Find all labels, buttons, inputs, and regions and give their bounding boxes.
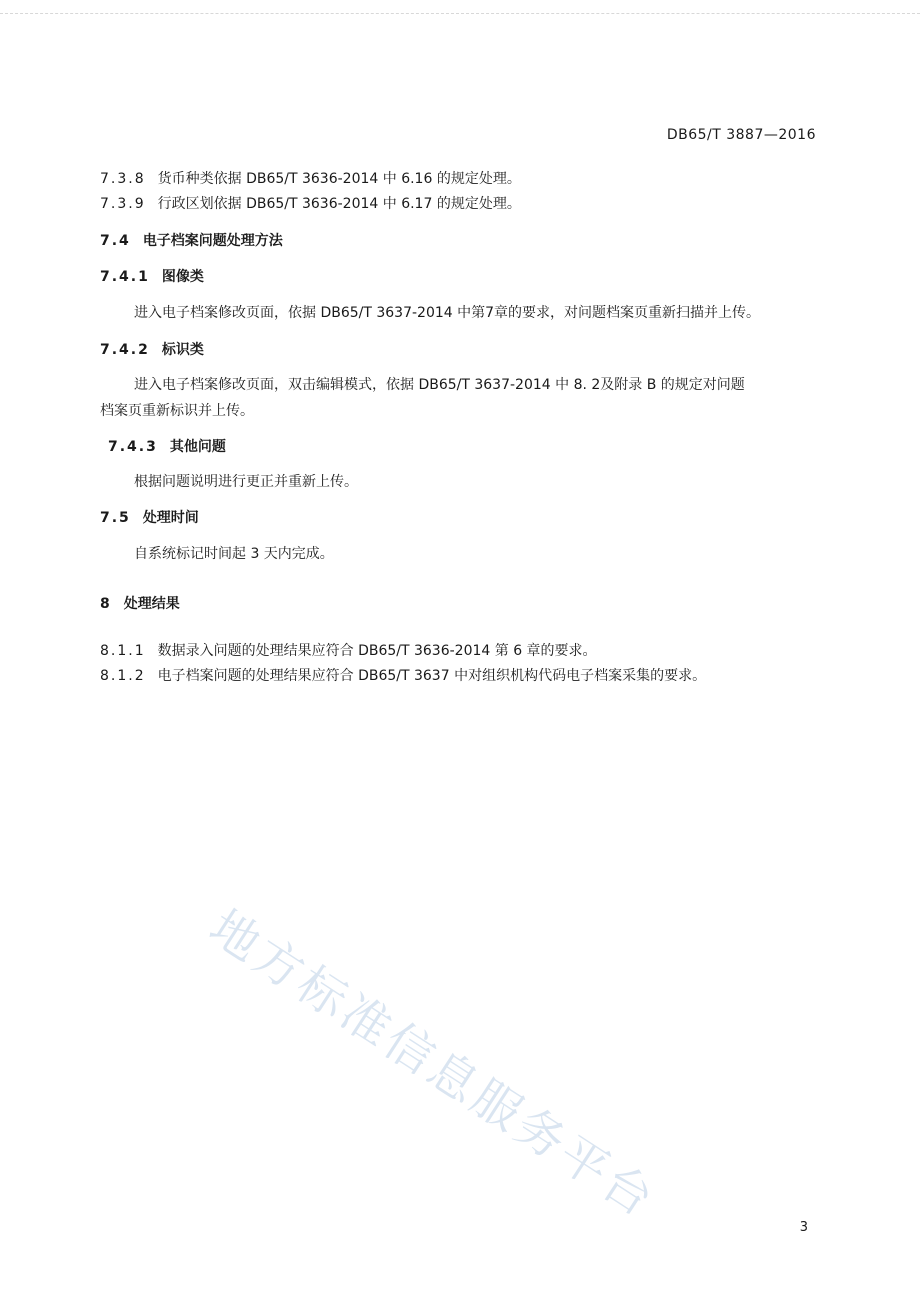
section-heading-7-5 [100,507,199,527]
clause-text: 货币种类依据 DB65/T 3636-2014 中 6.16 的规定处理。 [157,171,521,187]
clause-number: 8.1.1 [100,643,146,659]
chapter-heading-8 [100,593,180,613]
section-title: 处理时间 [142,510,199,526]
paragraph-7-4-1: 进入电子档案修改页面，依据 DB65/T 3637-2014 中第7章的要求，对问题档案页重新扫描并上传。 [134,305,761,321]
subsection-heading-7-4-3 [108,436,226,456]
section-title: 标识类 [161,342,204,358]
clause-text: 电子档案问题的处理结果应符合 DB65/T 3637 中对组织机构代码电子档案采集的要求。 [157,668,707,684]
section-number: 7.4.3 [108,439,158,455]
paragraph-7-4-3: 根据问题说明进行更正并重新上传。 [134,474,358,490]
section-title: 图像类 [161,269,204,285]
clause-number: 8.1.2 [100,668,146,684]
paragraph-7-5: 自系统标记时间起 3 天内完成。 [134,546,334,562]
section-number: 7.4 [100,233,131,249]
watermark: 地方标准信息服务平台 [199,899,667,1230]
subsection-heading-7-4-2 [100,339,204,359]
standard-code: DB65/T 3887—2016 [666,127,816,143]
clause-text: 行政区划依据 DB65/T 3636-2014 中 6.17 的规定处理。 [157,196,521,212]
clause-7-3-9 [100,193,521,213]
paragraph-7-4-2-line-2: 档案页重新标识并上传。 [100,403,254,419]
section-heading-7-4 [100,230,283,250]
page-number: 3 [799,1220,808,1235]
clause-8-1-2 [100,665,706,685]
section-number: 7.4.1 [100,269,150,285]
section-number: 8 [100,596,112,612]
clause-number: 7.3.9 [100,196,146,212]
clause-7-3-8 [100,168,521,188]
section-number: 7.4.2 [100,342,150,358]
clause-number: 7.3.8 [100,171,146,187]
paragraph-7-4-2-line-1: 进入电子档案修改页面，双击编辑模式，依据 DB65/T 3637-2014 中 8. 2及附录 B 的规定对问题 [134,377,745,393]
scan-top-edge [0,0,920,14]
section-title: 处理结果 [123,596,180,612]
section-title: 其他问题 [169,439,226,455]
section-title: 电子档案问题处理方法 [142,233,283,249]
clause-8-1-1 [100,640,597,660]
section-number: 7.5 [100,510,131,526]
clause-text: 数据录入问题的处理结果应符合 DB65/T 3636-2014 第 6 章的要求。 [157,643,597,659]
subsection-heading-7-4-1 [100,266,204,286]
